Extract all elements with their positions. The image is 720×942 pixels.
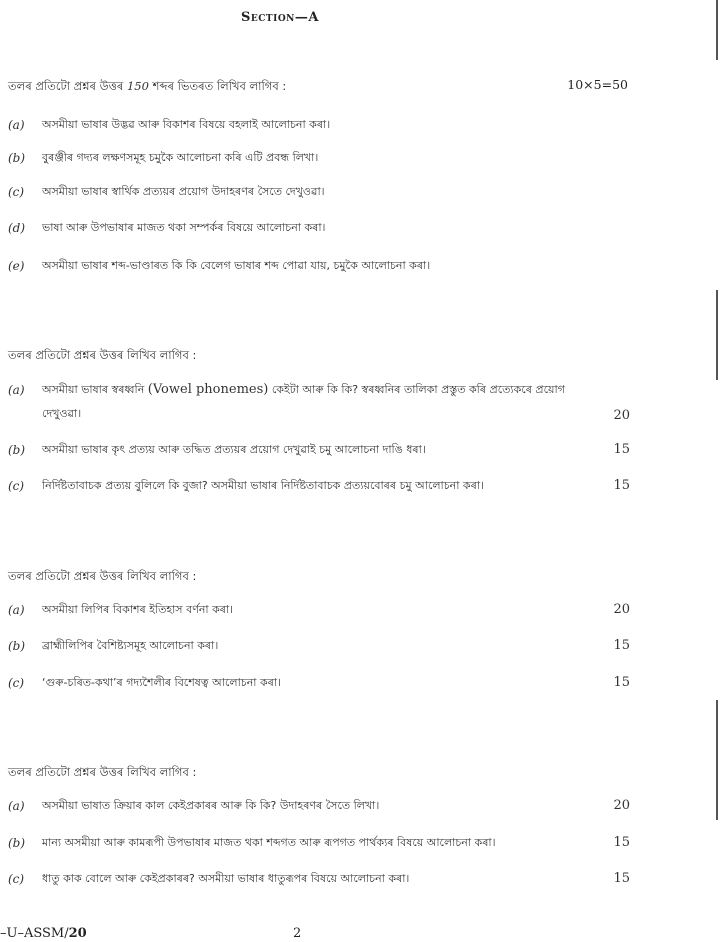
page-number: 2 xyxy=(293,926,302,941)
question-1-item-c: (c) অসমীয়া ভাষাৰ স্বাৰ্থিক প্ৰত্যয়ৰ প্ৰয়োগ উদাহৰণৰ সৈতে দেখুওৱা। xyxy=(8,185,325,199)
question-1-marks: 10×5=50 xyxy=(567,77,628,92)
question-3-item-c-marks: 15 xyxy=(613,675,630,690)
question-2-item-a: (a) অসমীয়া ভাষাৰ স্বৰধ্বনি (Vowel phonemes) কেইটা আৰু কি কি? স্বৰধ্বনিৰ তালিকা প্ৰস্তুত কৰি প্ৰত্যেকৰে প্ৰয়োগ দেখুওৱা। 20 xyxy=(8,378,630,426)
word-limit: 150 xyxy=(126,79,149,93)
question-1-item-d: (d) ভাষা আৰু উপভাষাৰ মাজত থকা সম্পৰ্কৰ বিষয়ে আলোচনা কৰা। xyxy=(8,221,326,235)
question-1-item-e: (e) অসমীয়া ভাষাৰ শব্দ-ভাণ্ডাৰত কি কি বেলেগ ভাষাৰ শব্দ পোৱা যায়, চমুকৈ আলোচনা কৰা। xyxy=(8,259,431,273)
question-3-item-b-marks: 15 xyxy=(613,638,630,653)
question-2-item-b: (b) অসমীয়া ভাষাৰ কৃৎ প্ৰত্যয় আৰু তদ্ধিত প্ৰত্যয়ৰ প্ৰয়োগ দেখুৱাই চমু আলোচনা দাঙি ধৰা। 15 xyxy=(8,438,630,462)
question-1-item-b: (b) বুৰঞ্জীৰ গদ্যৰ লক্ষণসমূহ চমুকৈ আলোচনা কৰি এটি প্ৰবন্ধ লিখা। xyxy=(8,151,319,165)
question-1-instruction: তলৰ প্ৰতিটো প্ৰশ্নৰ উত্তৰ 150 শব্দৰ ভিতৰত লিখিব লাগিব : xyxy=(8,79,287,93)
question-4-item-a-marks: 20 xyxy=(613,798,630,813)
question-4-item-c-marks: 15 xyxy=(613,871,630,886)
question-1-item-a: (a) অসমীয়া ভাষাৰ উদ্ভৱ আৰু বিকাশৰ বিষয়ে বহলাই আলোচনা কৰা। xyxy=(8,118,331,132)
question-2-item-c-marks: 15 xyxy=(613,478,630,493)
question-3-item-a-marks: 20 xyxy=(613,602,630,617)
question-3-item-a: (a) অসমীয়া লিপিৰ বিকাশৰ ইতিহাস বৰ্ণনা কৰা। 20 xyxy=(8,598,630,622)
question-2-instruction: তলৰ প্ৰতিটো প্ৰশ্নৰ উত্তৰ লিখিব লাগিব : xyxy=(8,348,197,362)
question-4-item-b-marks: 15 xyxy=(613,835,630,850)
question-2-item-b-marks: 15 xyxy=(613,442,630,457)
question-3-item-c: (c) ‘গুৰু-চৰিত-কথা’ৰ গদ্যশৈলীৰ বিশেষত্ব আলোচনা কৰা। 15 xyxy=(8,671,630,695)
scan-edge-mark xyxy=(716,0,718,60)
question-4-item-b: (b) মান্য অসমীয়া আৰু কামৰূপী উপভাষাৰ মাজত থকা শব্দগত আৰু ৰূপগত পাৰ্থক্যৰ বিষয়ে আলোচনা কৰা। 15 xyxy=(8,831,630,855)
question-3-item-b: (b) ব্ৰাহ্মীলিপিৰ বৈশিষ্ট্যসমূহ আলোচনা কৰা। 15 xyxy=(8,634,630,658)
question-2-item-c: (c) নিৰ্দিষ্টতাবাচক প্ৰত্যয় বুলিলে কি বুজা? অসমীয়া ভাষাৰ নিৰ্দিষ্টতাবাচক প্ৰত্যয়বোৰৰ চমু আলোচনা কৰা। 15 xyxy=(8,474,630,498)
paper-code: –U–ASSM/20 xyxy=(0,926,87,941)
question-4-item-c: (c) ধাতু কাক বোলে আৰু কেইপ্ৰকাৰৰ? অসমীয়া ভাষাৰ ধাতুৰূপৰ বিষয়ে আলোচনা কৰা। 15 xyxy=(8,867,630,891)
scan-edge-mark xyxy=(716,700,718,820)
question-2-item-a-marks: 20 xyxy=(613,408,630,423)
question-4-item-a: (a) অসমীয়া ভাষাত ক্ৰিয়াৰ কাল কেইপ্ৰকাৰৰ আৰু কি কি? উদাহৰণৰ সৈতে লিখা। 20 xyxy=(8,794,630,818)
question-3-instruction: তলৰ প্ৰতিটো প্ৰশ্নৰ উত্তৰ লিখিব লাগিব : xyxy=(8,569,197,583)
scan-edge-mark xyxy=(716,290,718,380)
question-4-instruction: তলৰ প্ৰতিটো প্ৰশ্নৰ উত্তৰ লিখিব লাগিব : xyxy=(8,765,197,779)
section-title: Section—A xyxy=(241,10,319,25)
